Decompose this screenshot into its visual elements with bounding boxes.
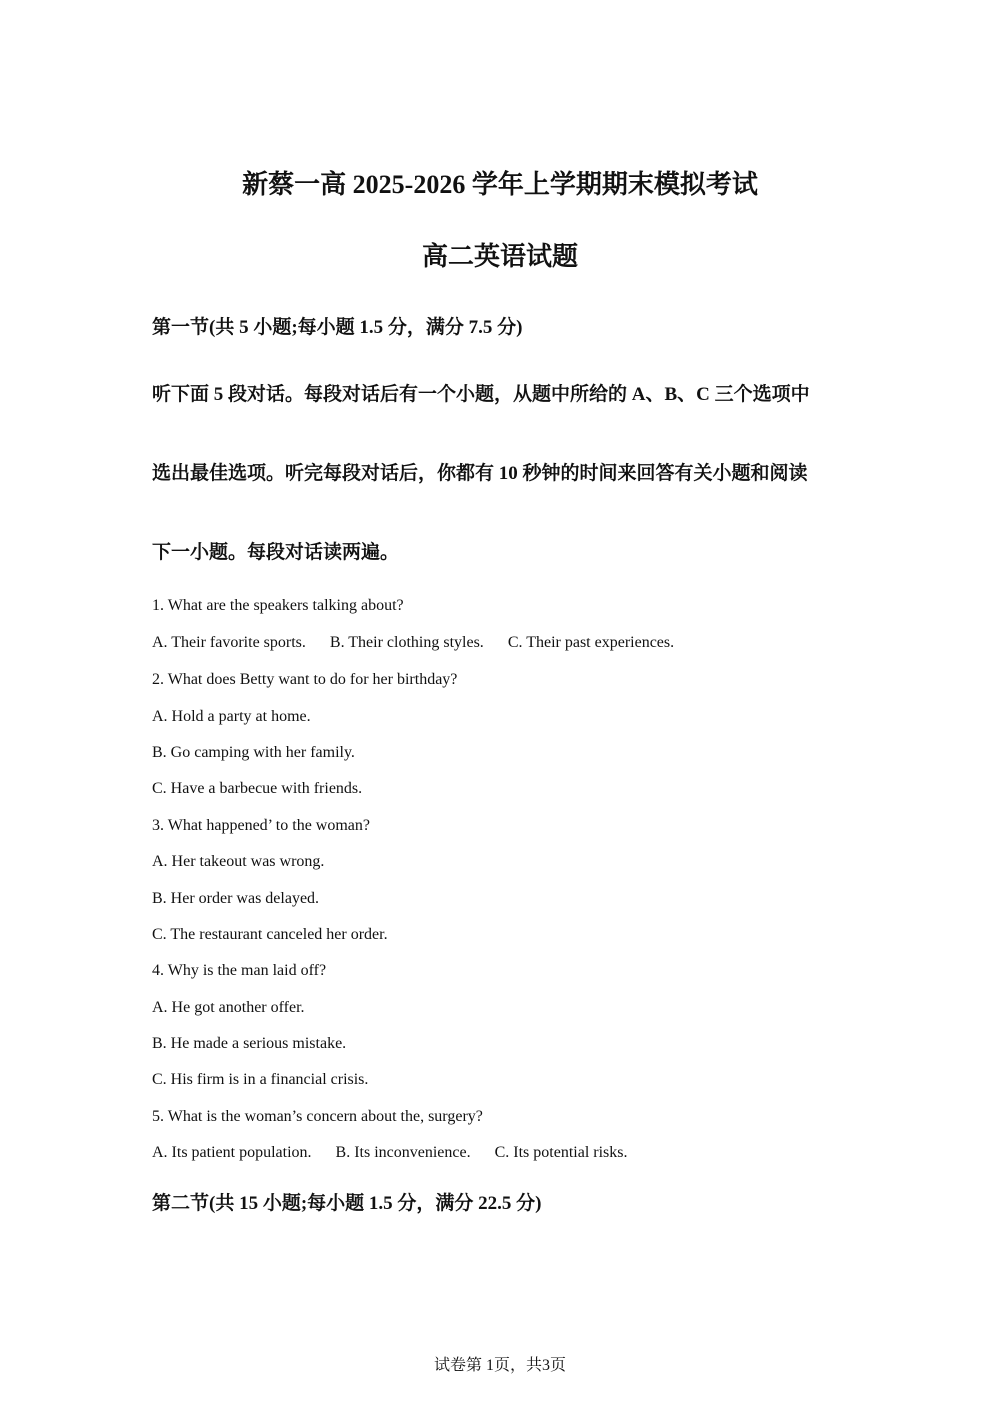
question-stem: 2. What does Betty want to do for her birthday? xyxy=(152,671,458,688)
option-c: C. The restaurant canceled her order. xyxy=(152,926,388,943)
option-c: C. His firm is in a financial crisis. xyxy=(152,1071,369,1088)
option-b: B. Go camping with her family. xyxy=(152,744,355,761)
question-options-row xyxy=(152,633,674,653)
exam-subtitle: 高二英语试题 xyxy=(421,242,578,271)
section2-heading: 第二节(共 15 小题;每小题 1.5 分，满分 22.5 分) xyxy=(152,1193,542,1214)
option-a: A. Her takeout was wrong. xyxy=(152,853,325,870)
option-b: B. Her order was delayed. xyxy=(152,890,320,907)
option-a: A. Its patient population. xyxy=(152,1144,312,1161)
option-c: C. Their past experiences. xyxy=(507,634,675,651)
instruction-line: 听下面 5 段对话。每段对话后有一个小题，从题中所给的 A、B、C 三个选项中 xyxy=(152,384,810,405)
option-a: A. He got another offer. xyxy=(152,999,305,1016)
option-a: A. Their favorite sports. xyxy=(152,634,306,651)
question-stem: 3. What happened’ to the woman? xyxy=(152,817,370,834)
page-footer: 试卷第 1页，共3页 xyxy=(433,1357,566,1374)
question-stem: 1. What are the speakers talking about? xyxy=(152,597,404,614)
option-b: B. Their clothing styles. xyxy=(329,634,484,651)
question-stem: 4. Why is the man laid off? xyxy=(152,962,327,979)
option-b: B. He made a serious mistake. xyxy=(152,1035,347,1052)
instruction-line: 下一小题。每段对话读两遍。 xyxy=(152,542,400,563)
section1-heading: 第一节(共 5 小题;每小题 1.5 分，满分 7.5 分) xyxy=(152,317,523,338)
option-a: A. Hold a party at home. xyxy=(152,708,311,725)
option-b: B. Its inconvenience. xyxy=(335,1144,471,1161)
exam-title: 新蔡一高 2025-2026 学年上学期期末模拟考试 xyxy=(242,170,758,199)
question-stem: 5. What is the woman’s concern about the, surgery? xyxy=(152,1108,483,1125)
option-c: C. Have a barbecue with friends. xyxy=(152,780,363,797)
question-options-row xyxy=(152,1143,628,1163)
instruction-line: 选出最佳选项。听完每段对话后，你都有 10 秒钟的时间来回答有关小题和阅读 xyxy=(152,463,808,484)
option-c: C. Its potential risks. xyxy=(494,1144,628,1161)
